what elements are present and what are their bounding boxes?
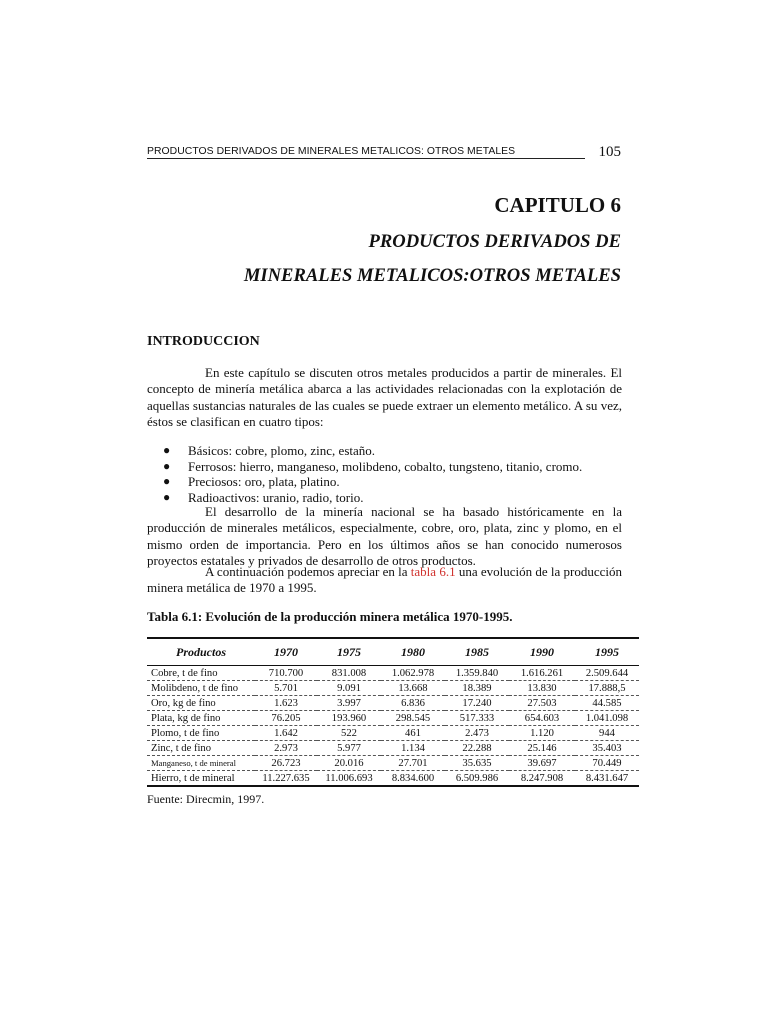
value-cell: 35.403 [575, 741, 639, 756]
table-row [147, 726, 639, 741]
table-row [147, 756, 639, 771]
chapter-title-line-1: PRODUCTOS DERIVADOS DE [368, 231, 621, 252]
column-header-year: 1990 [509, 638, 575, 666]
table-reference-link[interactable]: tabla 6.1 [410, 564, 456, 579]
bullet-icon: ● [163, 489, 171, 504]
product-label-cell: Molibdeno, t de fino [147, 681, 255, 696]
value-cell: 517.333 [445, 711, 509, 726]
value-cell: 8.431.647 [575, 771, 639, 787]
product-label-cell: Oro, kg de fino [147, 696, 255, 711]
table-row [147, 666, 639, 681]
value-cell: 76.205 [255, 711, 317, 726]
bullet-icon: ● [163, 474, 171, 489]
production-table [147, 637, 639, 787]
product-label-cell: Zinc, t de fino [147, 741, 255, 756]
value-cell: 6.836 [381, 696, 445, 711]
page-number: 105 [598, 144, 621, 160]
value-cell: 1.041.098 [575, 711, 639, 726]
bullet-icon: ● [163, 458, 171, 473]
column-header-productos: Productos [147, 638, 255, 666]
value-cell: 18.389 [445, 681, 509, 696]
value-cell: 13.668 [381, 681, 445, 696]
column-header-year: 1995 [575, 638, 639, 666]
column-header-year: 1970 [255, 638, 317, 666]
value-cell: 2.473 [445, 726, 509, 741]
product-label-cell: Cobre, t de fino [147, 666, 255, 681]
value-cell: 2.973 [255, 741, 317, 756]
table-row [147, 741, 639, 756]
value-cell: 17.888,5 [575, 681, 639, 696]
metal-types-list [147, 443, 622, 505]
table-caption: Tabla 6.1: Evolución de la producción minera metálica 1970-1995. [147, 609, 513, 624]
value-cell: 25.146 [509, 741, 575, 756]
value-cell: 44.585 [575, 696, 639, 711]
table-row [147, 771, 639, 787]
list-item [147, 474, 622, 490]
table-row [147, 681, 639, 696]
value-cell: 944 [575, 726, 639, 741]
table-row [147, 711, 639, 726]
value-cell: 1.616.261 [509, 666, 575, 681]
table-intro-text-end: una evolución de la producción minera metálica de 1970 a 1995. [147, 564, 623, 596]
value-cell: 1.642 [255, 726, 317, 741]
value-cell: 1.134 [381, 741, 445, 756]
product-label-cell: Plomo, t de fino [147, 726, 255, 741]
value-cell: 5.977 [317, 741, 381, 756]
running-header [147, 144, 621, 164]
value-cell: 13.830 [509, 681, 575, 696]
list-item-text: Radioactivos: uranio, radio, torio. [188, 489, 364, 505]
value-cell: 8.834.600 [381, 771, 445, 787]
value-cell: 6.509.986 [445, 771, 509, 787]
list-item-text: Básicos: cobre, plomo, zinc, estaño. [188, 443, 376, 458]
table-body [147, 666, 639, 787]
value-cell: 831.008 [317, 666, 381, 681]
value-cell: 20.016 [317, 756, 381, 771]
value-cell: 22.288 [445, 741, 509, 756]
intro-paragraph: En este capítulo se discuten otros metales producidos a partir de minerales. El concepto de minería metálica abarca a las actividades relacionadas con la explotación de aquellas sustancias naturales de las cuales se puede extraer un elemento metálico. A su vez, éstos se clasifican en cuatro tipos: [147, 365, 622, 430]
value-cell: 3.997 [317, 696, 381, 711]
value-cell: 26.723 [255, 756, 317, 771]
value-cell: 27.701 [381, 756, 445, 771]
value-cell: 11.227.635 [255, 771, 317, 787]
chapter-label: CAPITULO 6 [494, 193, 621, 217]
list-item [147, 443, 622, 459]
value-cell: 298.545 [381, 711, 445, 726]
value-cell: 654.603 [509, 711, 575, 726]
development-paragraph: El desarrollo de la minería nacional se ha basado históricamente en la producción de minerales metálicos, especialmente, cobre, oro, plata, zinc y plomo, en el mismo orden de importancia. Pero en los últimos años se han conocido numerosos proyectos estatales y privados de desarrollo de otros productos. [147, 504, 622, 569]
value-cell: 5.701 [255, 681, 317, 696]
value-cell: 17.240 [445, 696, 509, 711]
value-cell: 8.247.908 [509, 771, 575, 787]
list-item-text: Preciosos: oro, plata, platino. [188, 474, 340, 490]
list-item [147, 459, 622, 475]
running-title: PRODUCTOS DERIVADOS DE MINERALES METALICOS: OTROS METALES [147, 146, 516, 157]
product-label-cell: Plata, kg de fino [147, 711, 255, 726]
table-header-row [147, 638, 639, 666]
value-cell: 710.700 [255, 666, 317, 681]
value-cell: 193.960 [317, 711, 381, 726]
value-cell: 27.503 [509, 696, 575, 711]
chapter-title-line-2: MINERALES METALICOS:OTROS METALES [243, 265, 621, 286]
column-header-year: 1975 [317, 638, 381, 666]
value-cell: 2.509.644 [575, 666, 639, 681]
bullet-icon: ● [163, 443, 171, 457]
value-cell: 1.359.840 [445, 666, 509, 681]
table-intro-text: A continuación podemos apreciar en la [205, 564, 411, 579]
value-cell: 11.006.693 [317, 771, 381, 787]
value-cell: 39.697 [509, 756, 575, 771]
column-header-year: 1985 [445, 638, 509, 666]
product-label-cell: Manganeso, t de mineral [147, 756, 255, 771]
table-row [147, 696, 639, 711]
column-header-year: 1980 [381, 638, 445, 666]
product-label-cell: Hierro, t de mineral [147, 771, 255, 787]
section-heading: INTRODUCCION [147, 334, 260, 349]
value-cell: 522 [317, 726, 381, 741]
value-cell: 35.635 [445, 756, 509, 771]
table-intro-paragraph [147, 564, 622, 597]
list-item-text: Ferrosos: hierro, manganeso, molibdeno, cobalto, tungsteno, titanio, cromo. [188, 458, 583, 474]
value-cell: 1.120 [509, 726, 575, 741]
table-source: Fuente: Direcmin, 1997. [147, 792, 265, 806]
header-rule [147, 158, 585, 159]
value-cell: 9.091 [317, 681, 381, 696]
value-cell: 1.062.978 [381, 666, 445, 681]
value-cell: 461 [381, 726, 445, 741]
value-cell: 1.623 [255, 696, 317, 711]
value-cell: 70.449 [575, 756, 639, 771]
